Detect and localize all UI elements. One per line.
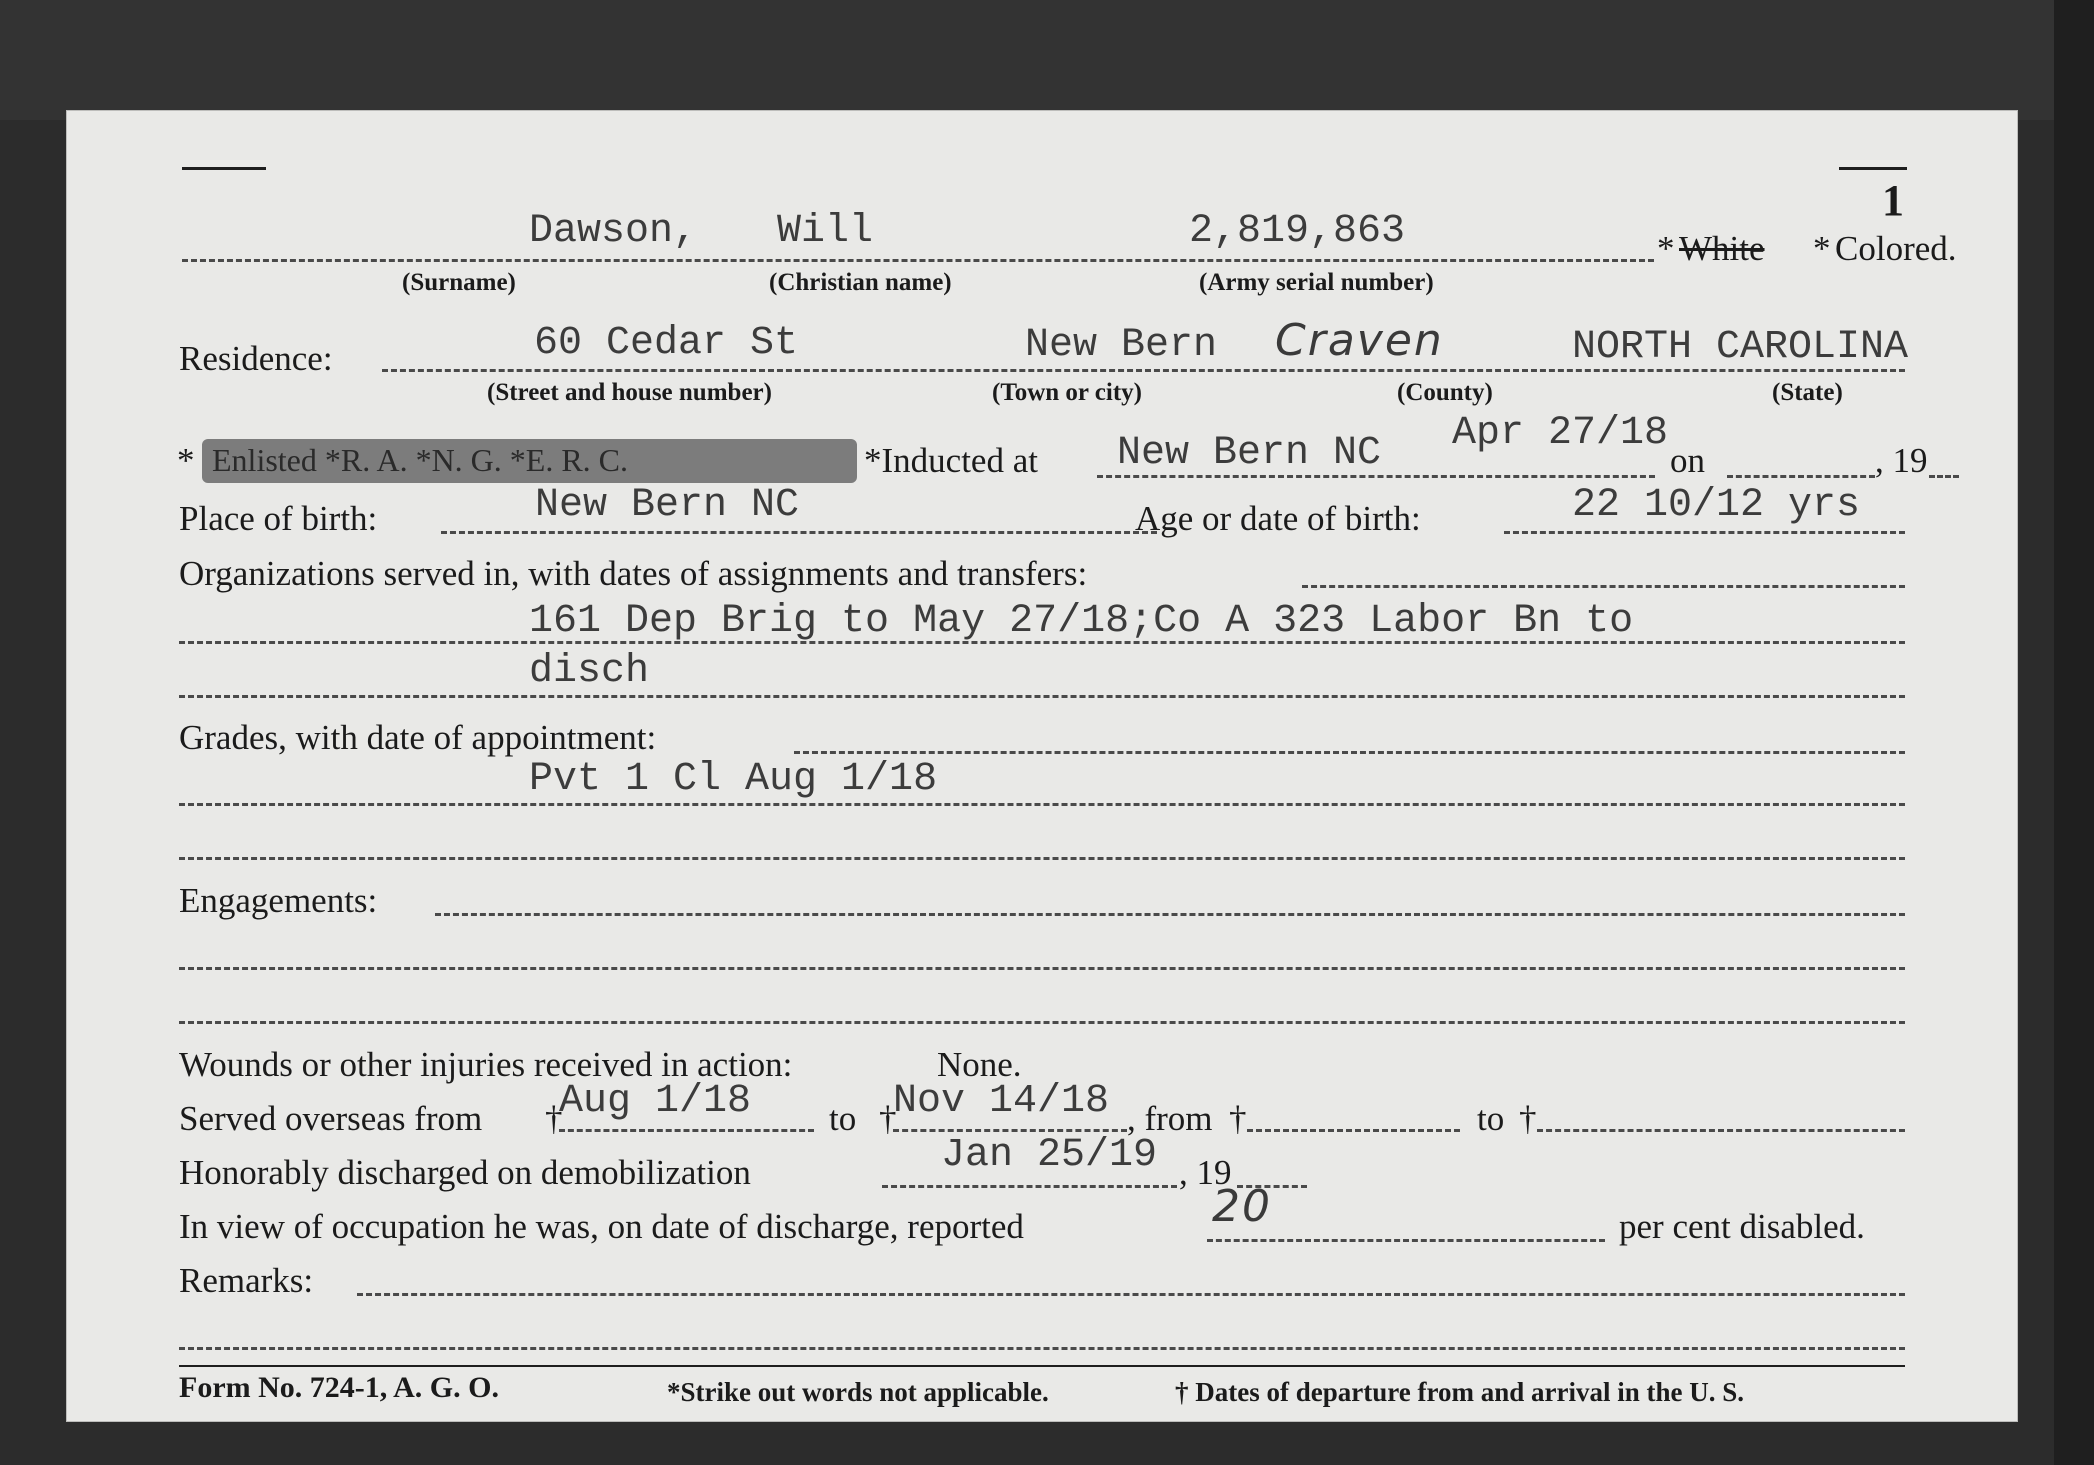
discharge-label: Honorably discharged on demobilization [179,1153,751,1192]
overseas-from-value: Aug 1/18 [559,1079,752,1124]
age-value: 22 10/12 yrs [1572,483,1861,528]
white-option: White [1679,229,1765,268]
discharge-date-value: Jan 25/19 [941,1133,1158,1178]
discharge-line [882,1185,1177,1188]
grades-line-1 [179,803,1905,806]
remarks-line-0 [357,1293,1905,1296]
strike-out-note: *Strike out words not applicable. [667,1377,1049,1407]
town-value: New Bern [1025,323,1218,368]
row1-line [182,259,1654,262]
inducted-at-label: *Inducted at [864,441,1038,480]
dagger-1: † [545,1099,563,1138]
card-number: 1 [1882,176,1904,225]
overseas-to-line [893,1129,1127,1132]
colored-asterisk: * [1813,229,1831,268]
inducted-date-value: Apr 27/18 [1452,411,1669,456]
overseas-to-label-2: to [1477,1099,1505,1138]
race-asterisk: * [1657,229,1675,268]
overseas-to-line-2 [1537,1129,1905,1132]
caption-surname: (Surname) [402,269,516,296]
organizations-line2-value: disch [529,649,650,694]
overseas-to-label: to [829,1099,857,1138]
caption-county: (County) [1397,379,1493,406]
organizations-line-1 [179,641,1905,644]
residence-line [382,369,1905,372]
dagger-4: † [1519,1099,1537,1138]
engagements-label: Engagements: [179,881,378,920]
grades-label: Grades, with date of appointment: [179,718,657,757]
organizations-line1-value: 161 Dep Brig to May 27/18;Co A 323 Labor Bn to [529,599,1634,644]
caption-street: (Street and house number) [487,379,772,406]
engagements-line-1 [179,967,1905,970]
engagements-line-2 [179,1021,1905,1024]
disability-suffix: per cent disabled. [1619,1207,1865,1246]
engagements-line-0 [435,913,1905,916]
overseas-to-value: Nov 14/18 [893,1079,1110,1124]
scan-background-top [0,0,2094,120]
wounds-value: None. [937,1045,1022,1084]
overseas-from-label-2: , from [1127,1099,1213,1138]
disability-value: 20 [1212,1181,1272,1232]
street-value: 60 Cedar St [534,321,799,366]
on-line [1727,475,1875,478]
struck-out-options: Enlisted *R. A. *N. G. *E. R. C. [212,442,629,478]
footer-rule [179,1365,1905,1367]
place-of-birth-label: Place of birth: [179,499,378,538]
caption-town: (Town or city) [992,379,1142,406]
remarks-label: Remarks: [179,1261,314,1300]
county-value: Craven [1275,315,1444,366]
disability-label: In view of occupation he was, on date of discharge, reported [179,1207,1024,1246]
overseas-from-line-2 [1247,1129,1460,1132]
organizations-label: Organizations served in, with dates of assignments and transfers: [179,554,1088,593]
remarks-line-1 [179,1347,1905,1350]
colored-option: Colored. [1835,229,1957,268]
service-record-card [67,111,2017,1421]
grades-line-2 [179,857,1905,860]
inducted-at-line [1097,475,1655,478]
top-right-rule [1839,167,1907,170]
age-label: Age or date of birth: [1135,499,1421,538]
year-line-induction [1929,475,1959,478]
overseas-from-line [559,1129,814,1132]
inducted-place-value: New Bern NC [1117,431,1382,476]
place-of-birth-line [441,531,1157,534]
serial-number-value: 2,819,863 [1189,209,1406,254]
state-value: NORTH CAROLINA [1572,325,1909,370]
age-line [1504,531,1905,534]
top-left-rule [182,167,266,170]
dagger-2: † [879,1099,897,1138]
on-label: on [1670,441,1705,480]
year-label-discharge: , 19 [1179,1153,1232,1192]
surname-value: Dawson, [529,209,698,254]
scan-background-edge [2054,0,2094,1465]
disability-line [1207,1239,1605,1242]
grades-line-0 [794,751,1905,754]
year-label-induction: , 19 [1875,441,1928,480]
residence-label: Residence: [179,339,333,378]
wounds-label: Wounds or other injuries received in action: [179,1045,793,1084]
induction-asterisk: * [177,441,195,480]
place-of-birth-value: New Bern NC [535,483,800,528]
form-number: Form No. 724-1, A. G. O. [179,1371,499,1404]
caption-serial-number: (Army serial number) [1199,269,1434,296]
caption-christian-name: (Christian name) [769,269,952,296]
dagger-3: † [1229,1099,1247,1138]
caption-state: (State) [1772,379,1843,406]
overseas-label: Served overseas from [179,1099,483,1138]
grades-line1-value: Pvt 1 Cl Aug 1/18 [529,757,938,802]
dagger-note: † Dates of departure from and arrival in the U. S. [1175,1377,1744,1407]
organizations-line-0 [1302,585,1905,588]
christian-name-value: Will [777,209,874,254]
organizations-line-2 [179,695,1905,698]
